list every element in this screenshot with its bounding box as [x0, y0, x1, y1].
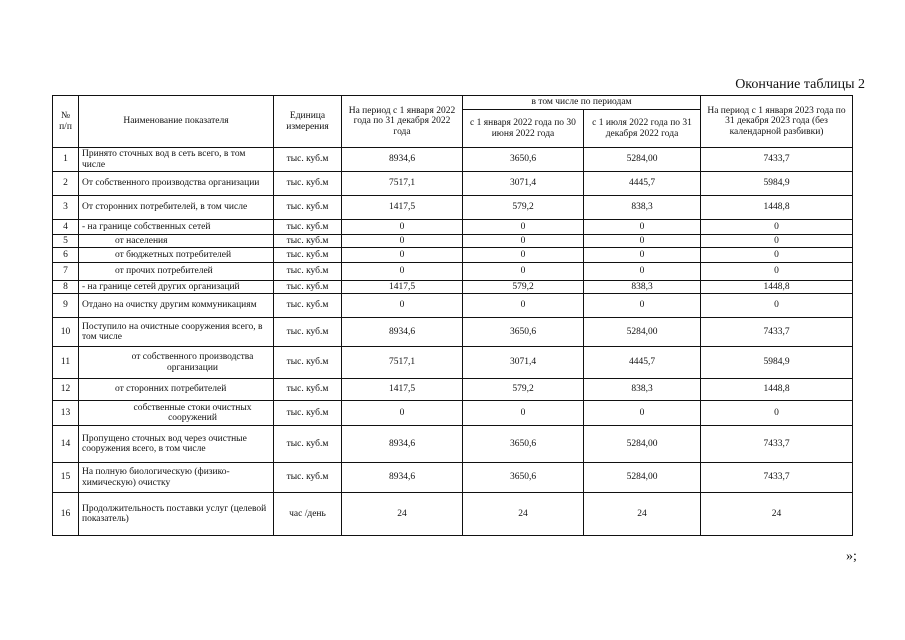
row-next: 5984,9 [701, 347, 853, 379]
header-num: № п/п [53, 96, 79, 148]
row-total: 8934,6 [342, 463, 463, 493]
row-unit: тыс. куб.м [274, 463, 342, 493]
row-total: 8934,6 [342, 148, 463, 172]
table-row [53, 281, 853, 294]
row-name: От собственного производства организации [79, 172, 274, 196]
row-unit: тыс. куб.м [274, 220, 342, 235]
row-total: 1417,5 [342, 281, 463, 294]
row-name: Поступило на очистные сооружения всего, в том числе [79, 318, 274, 347]
row-h2: 0 [584, 401, 701, 426]
row-total: 7517,1 [342, 172, 463, 196]
row-h1: 3650,6 [463, 318, 584, 347]
header-period-next: На период с 1 января 2023 года по 31 декабря 2023 года (без календарной разбивки) [701, 96, 853, 148]
row-h1: 579,2 [463, 281, 584, 294]
row-num: 7 [53, 263, 79, 281]
table-row [53, 401, 853, 426]
row-h1: 0 [463, 235, 584, 248]
row-unit: тыс. куб.м [274, 281, 342, 294]
table-row [53, 220, 853, 235]
table-row [53, 463, 853, 493]
row-next: 1448,8 [701, 379, 853, 401]
row-num: 9 [53, 294, 79, 318]
row-h1: 3650,6 [463, 426, 584, 463]
row-unit: тыс. куб.м [274, 263, 342, 281]
table-row [53, 148, 853, 172]
row-num: 2 [53, 172, 79, 196]
row-next: 0 [701, 401, 853, 426]
row-unit: тыс. куб.м [274, 148, 342, 172]
row-next: 1448,8 [701, 196, 853, 220]
row-h1: 0 [463, 220, 584, 235]
row-num: 10 [53, 318, 79, 347]
row-h1: 579,2 [463, 196, 584, 220]
row-h2: 838,3 [584, 196, 701, 220]
row-num: 16 [53, 493, 79, 536]
row-h2: 838,3 [584, 281, 701, 294]
row-h1: 3650,6 [463, 463, 584, 493]
row-num: 6 [53, 248, 79, 263]
row-h2: 5284,00 [584, 148, 701, 172]
row-unit: тыс. куб.м [274, 294, 342, 318]
row-h2: 5284,00 [584, 426, 701, 463]
table-row [53, 347, 853, 379]
row-num: 13 [53, 401, 79, 426]
row-name: Пропущено сточных вод через очистные сооружения всего, в том числе [79, 426, 274, 463]
row-h2: 0 [584, 235, 701, 248]
row-total: 0 [342, 263, 463, 281]
row-total: 1417,5 [342, 196, 463, 220]
row-num: 12 [53, 379, 79, 401]
table-row [53, 426, 853, 463]
row-name: от прочих потребителей [79, 263, 274, 281]
row-h2: 0 [584, 294, 701, 318]
table-row [53, 248, 853, 263]
row-total: 0 [342, 235, 463, 248]
row-unit: тыс. куб.м [274, 235, 342, 248]
row-h2: 5284,00 [584, 318, 701, 347]
row-next: 1448,8 [701, 281, 853, 294]
row-h2: 0 [584, 220, 701, 235]
row-unit: тыс. куб.м [274, 196, 342, 220]
row-unit: тыс. куб.м [274, 172, 342, 196]
row-total: 8934,6 [342, 318, 463, 347]
row-name: - на границе собственных сетей [79, 220, 274, 235]
table-row [53, 263, 853, 281]
row-name: собственные стоки очистных сооружений [79, 401, 274, 426]
row-total: 0 [342, 294, 463, 318]
table-row [53, 196, 853, 220]
row-h1: 0 [463, 248, 584, 263]
row-next: 0 [701, 263, 853, 281]
table-row [53, 318, 853, 347]
row-name: Принято сточных вод в сеть всего, в том числе [79, 148, 274, 172]
row-total: 24 [342, 493, 463, 536]
row-h2: 4445,7 [584, 172, 701, 196]
row-h1: 0 [463, 294, 584, 318]
row-unit: тыс. куб.м [274, 401, 342, 426]
row-next: 24 [701, 493, 853, 536]
row-h1: 579,2 [463, 379, 584, 401]
row-h2: 24 [584, 493, 701, 536]
row-name: Продолжительность поставки услуг (целевой показатель) [79, 493, 274, 536]
row-name: от сторонних потребителей [79, 379, 274, 401]
closing-quote-mark: »; [846, 549, 857, 564]
row-h1: 24 [463, 493, 584, 536]
row-num: 1 [53, 148, 79, 172]
header-name: Наименование показателя [79, 96, 274, 148]
row-h1: 0 [463, 401, 584, 426]
row-unit: тыс. куб.м [274, 318, 342, 347]
row-h1: 3071,4 [463, 347, 584, 379]
header-period-group: в том числе по периодам [463, 96, 701, 110]
row-num: 8 [53, 281, 79, 294]
row-unit: тыс. куб.м [274, 347, 342, 379]
row-name: от собственного производства организации [79, 347, 274, 379]
table-row [53, 379, 853, 401]
row-h1: 3650,6 [463, 148, 584, 172]
header-period-total: На период с 1 января 2022 года по 31 декабря 2022 года [342, 96, 463, 148]
row-name: На полную биологическую (физико-химическую) очистку [79, 463, 274, 493]
row-num: 3 [53, 196, 79, 220]
row-h2: 0 [584, 263, 701, 281]
row-h2: 0 [584, 248, 701, 263]
row-num: 5 [53, 235, 79, 248]
row-h1: 3071,4 [463, 172, 584, 196]
row-unit: тыс. куб.м [274, 426, 342, 463]
wastewater-table [52, 95, 853, 536]
row-total: 0 [342, 401, 463, 426]
row-next: 0 [701, 248, 853, 263]
row-num: 4 [53, 220, 79, 235]
header-period-h1: с 1 января 2022 года по 30 июня 2022 года [463, 110, 584, 148]
table-row [53, 235, 853, 248]
row-num: 14 [53, 426, 79, 463]
row-name: Отдано на очистку другим коммуникациям [79, 294, 274, 318]
header-period-h2: с 1 июля 2022 года по 31 декабря 2022 года [584, 110, 701, 148]
row-num: 11 [53, 347, 79, 379]
table-row [53, 294, 853, 318]
table-row [53, 172, 853, 196]
row-next: 7433,7 [701, 148, 853, 172]
row-unit: тыс. куб.м [274, 379, 342, 401]
row-next: 0 [701, 235, 853, 248]
row-h2: 838,3 [584, 379, 701, 401]
row-unit: тыс. куб.м [274, 248, 342, 263]
row-next: 0 [701, 220, 853, 235]
table-row [53, 493, 853, 536]
row-h2: 4445,7 [584, 347, 701, 379]
row-total: 7517,1 [342, 347, 463, 379]
row-next: 7433,7 [701, 426, 853, 463]
row-name: от бюджетных потребителей [79, 248, 274, 263]
row-name: от населения [79, 235, 274, 248]
row-next: 7433,7 [701, 318, 853, 347]
row-unit: час /день [274, 493, 342, 536]
header-unit: Единица измерения [274, 96, 342, 148]
row-name: От сторонних потребителей, в том числе [79, 196, 274, 220]
row-total: 8934,6 [342, 426, 463, 463]
row-h1: 0 [463, 263, 584, 281]
row-total: 0 [342, 220, 463, 235]
row-total: 0 [342, 248, 463, 263]
row-next: 5984,9 [701, 172, 853, 196]
row-next: 7433,7 [701, 463, 853, 493]
row-total: 1417,5 [342, 379, 463, 401]
table-caption: Окончание таблицы 2 [735, 77, 865, 92]
row-num: 15 [53, 463, 79, 493]
row-next: 0 [701, 294, 853, 318]
row-h2: 5284,00 [584, 463, 701, 493]
row-name: - на границе сетей других организаций [79, 281, 274, 294]
